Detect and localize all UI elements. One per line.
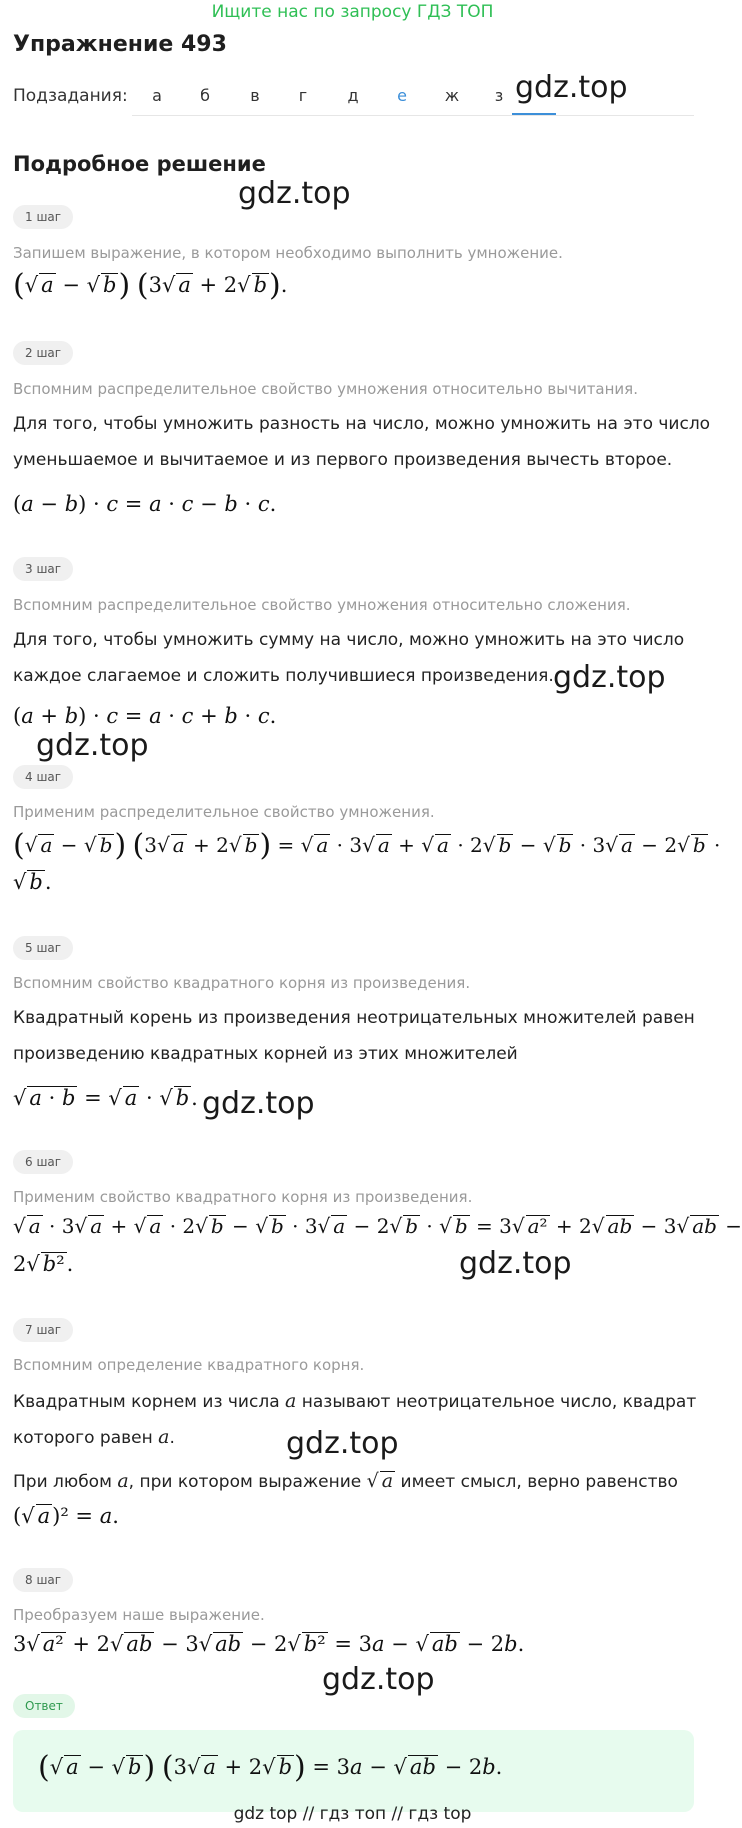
step-text: произведению квадратных корней из этих множителей: [13, 1044, 518, 1064]
step-2-math: (a − b) · c = a · c − b · c.: [13, 492, 277, 516]
tab-g[interactable]: г: [298, 86, 308, 105]
step-7-math: (√ a)² = a.: [13, 1504, 119, 1528]
tab-z[interactable]: з: [494, 86, 504, 105]
watermark: gdz.top: [36, 728, 149, 763]
step-7-line-1: Квадратным корнем из числа a называют неотрицательное число, квадрат: [13, 1390, 697, 1412]
exercise-title: Упражнение 493: [13, 32, 227, 57]
step-text: Квадратный корень из произведения неотрицательных множителей равен: [13, 1008, 695, 1028]
step-hint: Вспомним распределительное свойство умножения относительно сложения.: [13, 596, 631, 614]
answer-badge: Ответ: [13, 1694, 75, 1718]
tab-b[interactable]: б: [200, 86, 210, 105]
solution-title: Подробное решение: [13, 152, 266, 176]
step-hint: Вспомним свойство квадратного корня из произведения.: [13, 974, 471, 992]
watermark: gdz.top: [322, 1662, 435, 1697]
watermark: gdz.top: [459, 1246, 572, 1281]
top-banner: Ищите нас по запросу ГДЗ ТОП: [211, 2, 494, 22]
step-hint: Вспомним распределительное свойство умножения относительно вычитания.: [13, 380, 638, 398]
step-badge: 4 шаг: [13, 765, 73, 789]
step-badge: 3 шаг: [13, 557, 73, 581]
active-tab-underline: [512, 113, 556, 115]
step-6-math-cont: 2√ b².: [13, 1252, 74, 1276]
footer-links[interactable]: gdz top // гдз топ // гдз top: [233, 1804, 472, 1824]
step-badge: 2 шаг: [13, 341, 73, 365]
watermark: gdz.top: [238, 176, 351, 211]
subtasks-label: Подзадания:: [13, 86, 128, 106]
step-3-math: (a + b) · c = a · c + b · c.: [13, 704, 277, 728]
tab-e[interactable]: е: [397, 86, 407, 105]
step-1-math: (√ a − √ b) (3√ a + 2√ b).: [13, 268, 288, 303]
step-hint: Преобразуем наше выражение.: [13, 1606, 265, 1624]
step-badge: 5 шаг: [13, 936, 73, 960]
step-text: Для того, чтобы умножить сумму на число, можно умножить на это число: [13, 630, 685, 650]
tab-zh[interactable]: ж: [444, 86, 460, 105]
step-badge: 1 шаг: [13, 205, 73, 229]
tab-a[interactable]: а: [152, 86, 162, 105]
step-text: каждое слагаемое и сложить получившиеся произведения.: [13, 666, 554, 686]
watermark: gdz.top: [553, 660, 666, 695]
step-badge: 7 шаг: [13, 1318, 73, 1342]
step-badge: 6 шаг: [13, 1150, 73, 1174]
watermark: gdz.top: [202, 1086, 315, 1121]
step-badge: 8 шаг: [13, 1568, 73, 1592]
step-4-math-cont: √ b.: [13, 870, 52, 894]
step-text: уменьшаемое и вычитаемое и из первого произведения вычесть второе.: [13, 450, 673, 470]
tab-d[interactable]: д: [347, 86, 359, 105]
tab-v[interactable]: в: [250, 86, 260, 105]
step-hint: Запишем выражение, в котором необходимо выполнить умножение.: [13, 244, 563, 262]
step-text: Для того, чтобы умножить разность на число, можно умножить на это число: [13, 414, 711, 434]
step-hint: Вспомним определение квадратного корня.: [13, 1356, 365, 1374]
answer-math: (√ a − √ b) (3√ a + 2√ b) = 3a − √ ab − 2b.: [38, 1750, 503, 1785]
watermark: gdz.top: [515, 70, 628, 105]
step-8-math: 3√ a² + 2√ ab − 3√ ab − 2√ b² = 3a − √ ab − 2b.: [13, 1632, 525, 1656]
step-5-math: √ a · b = √ a · √ b.: [13, 1086, 198, 1110]
step-4-math: (√ a − √ b) (3√ a + 2√ b) = √ a · 3√ a + √ a · 2√ b − √ b · 3√ a − 2√ b ·: [13, 828, 721, 863]
step-7-line-3: При любом a, при котором выражение √ a имеет смысл, верно равенство: [13, 1470, 678, 1492]
step-6-math: √ a · 3√ a + √ a · 2√ b − √ b · 3√ a − 2√ b · √ b = 3√ a² + 2√ ab − 3√ ab −: [13, 1214, 742, 1238]
step-hint: Применим распределительное свойство умножения.: [13, 803, 435, 821]
watermark: gdz.top: [286, 1426, 399, 1461]
step-7-line-2: которого равен a.: [13, 1426, 175, 1448]
step-hint: Применим свойство квадратного корня из произведения.: [13, 1188, 473, 1206]
